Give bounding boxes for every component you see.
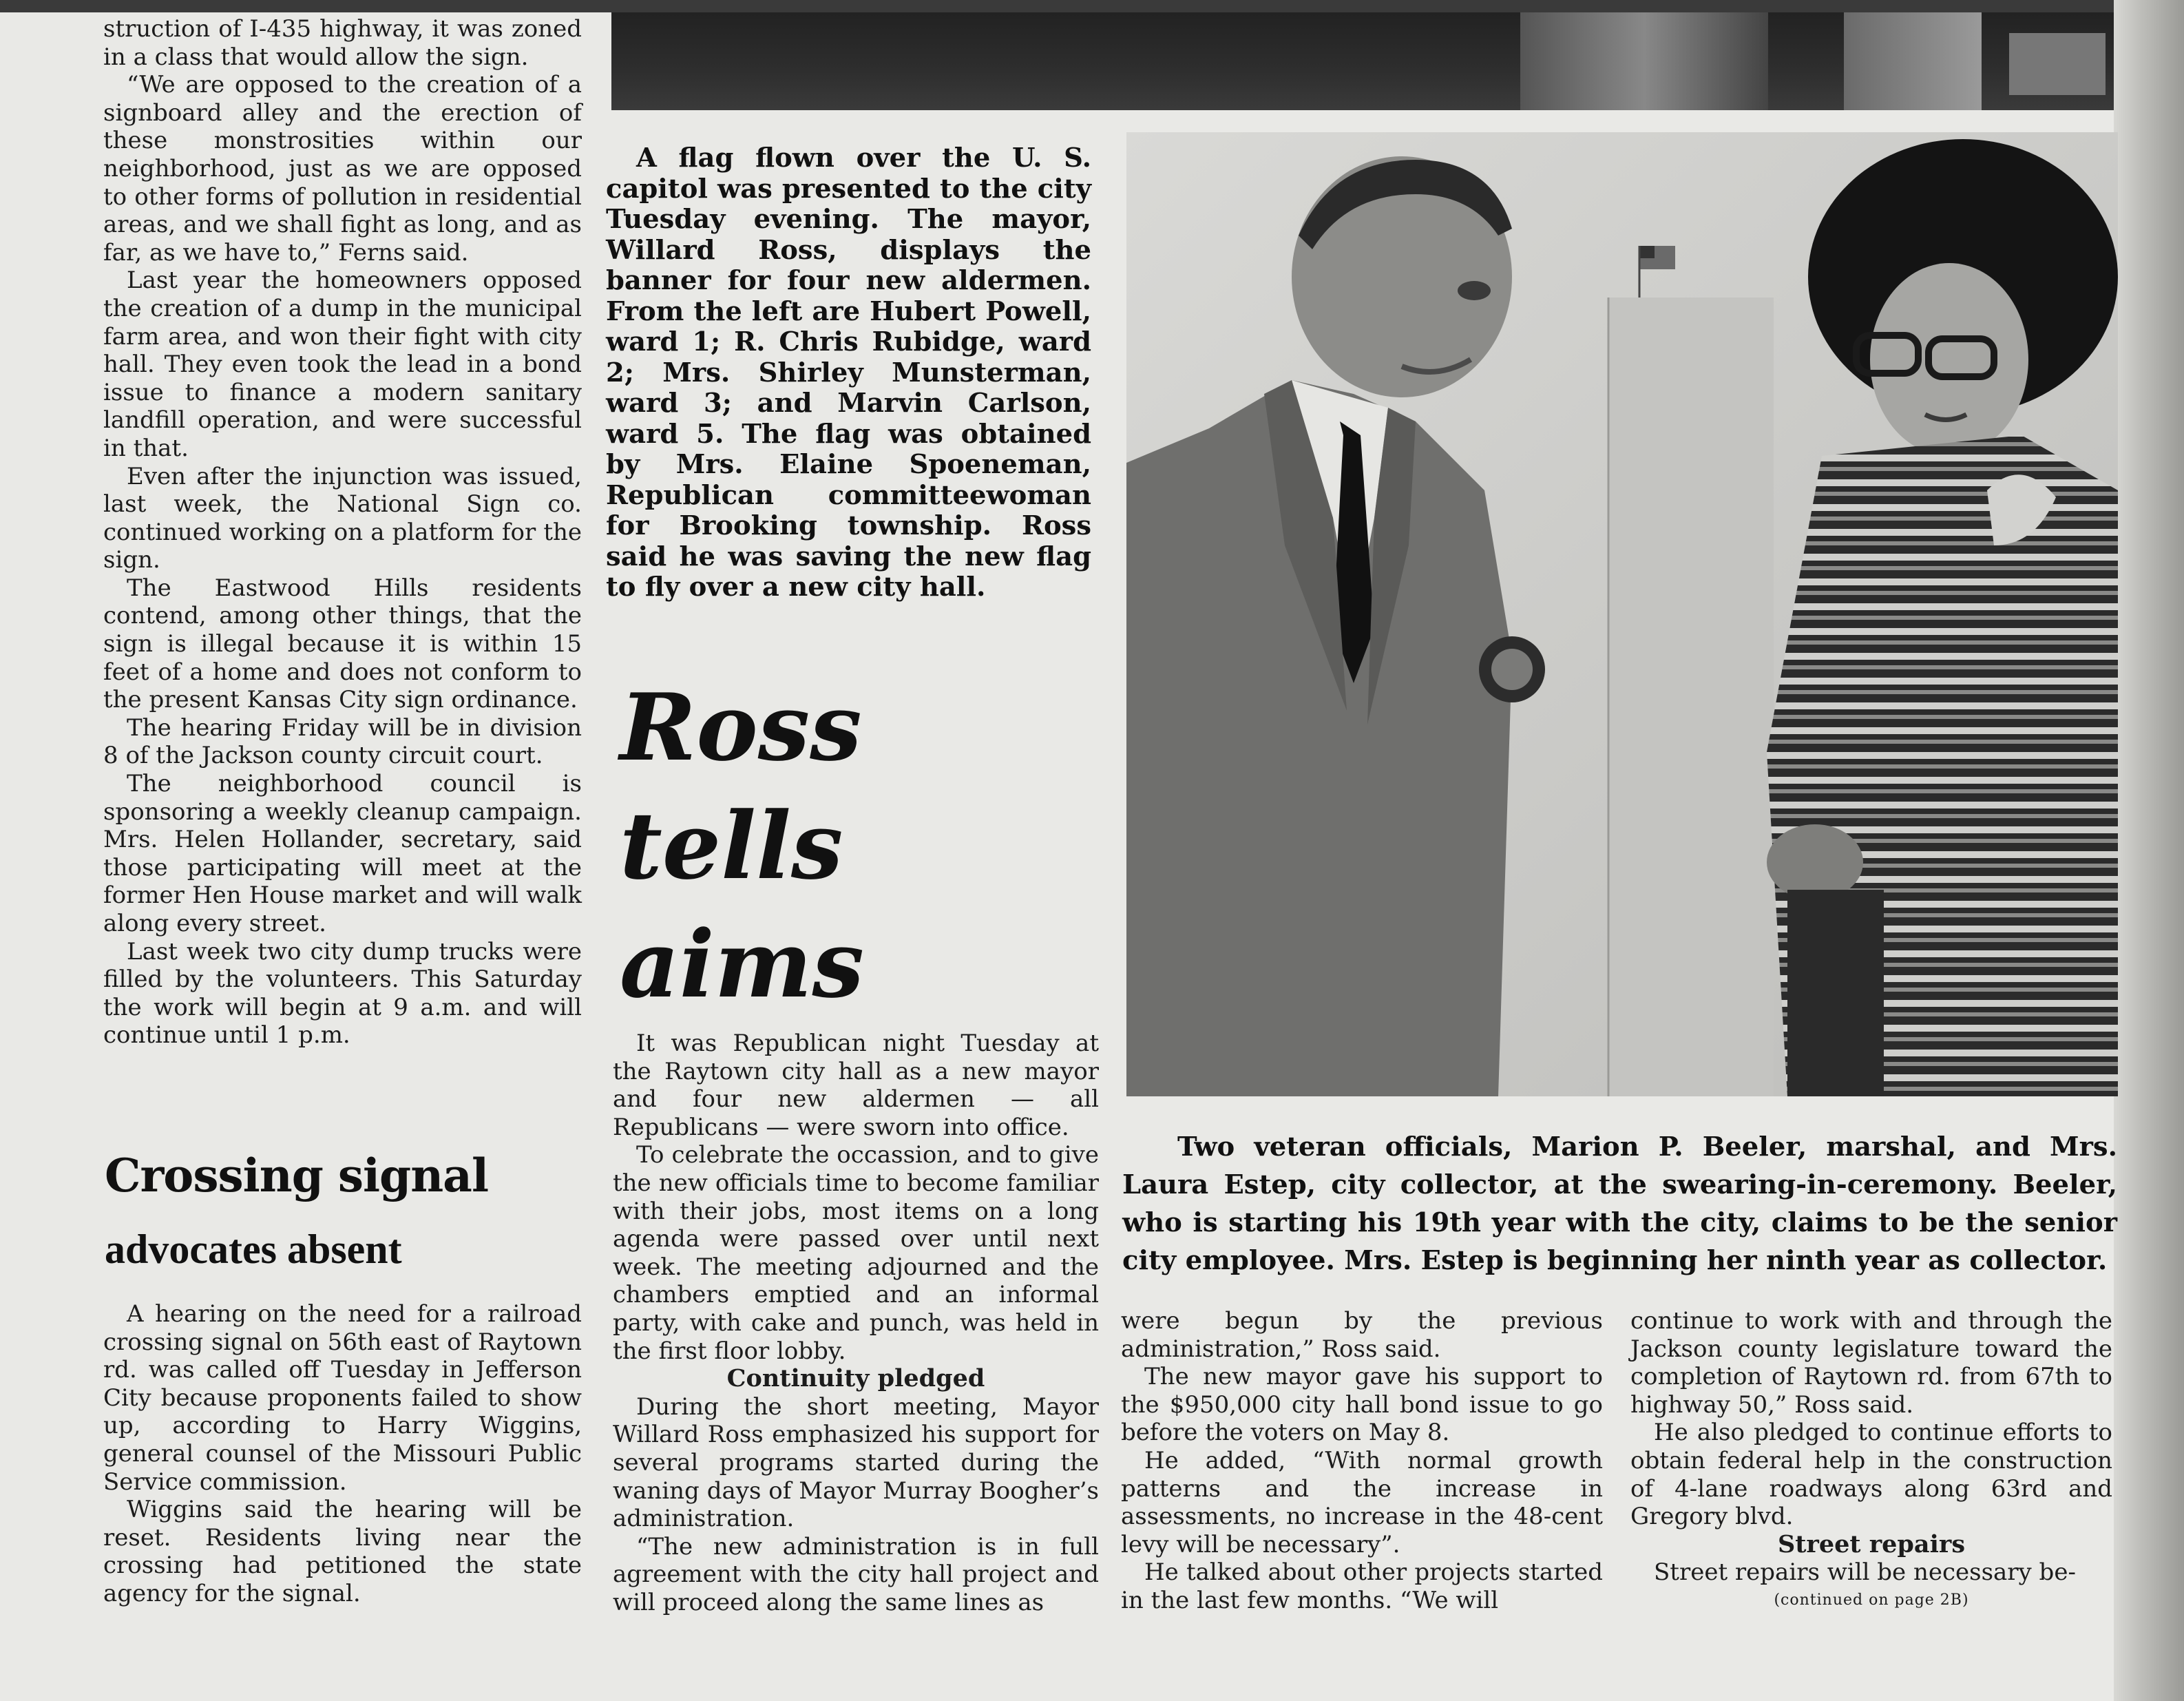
paragraph: It was Republican night Tuesday at the Raytown city hall as a new mayor and four new aldermen — all Republicans — were sworn into office. — [613, 1030, 1099, 1141]
paragraph: A hearing on the need for a railroad crossing signal on 56th east of Raytown rd. was called off Tuesday in Jefferson City because proponents failed to show up, according to Harry Wiggins, general counsel of the Missouri Public Service commission. — [103, 1300, 582, 1496]
scan-top-edge — [0, 0, 2184, 12]
paragraph: The hearing Friday will be in division 8 of the Jackson county circuit court. — [103, 713, 582, 770]
caption-text: Two veteran officials, Marion P. Beeler, marshal, and Mrs. Laura Estep, city collector, at the swearing-in-ceremony. Beeler, who is starting his 19th year with the city, claims to be the senior city employee. Mrs. Estep is beginning her ninth year as collector. — [1122, 1131, 2117, 1276]
officials-photo — [1126, 132, 2118, 1096]
paragraph: During the short meeting, Mayor Willard Ross emphasized his support for several programs started during the waning days of Mayor Murray Boogher’s administration. — [613, 1392, 1099, 1533]
paragraph: Last week two city dump trucks were filled by the volunteers. This Saturday the work will begin at 9 a.m. and will continue until 1 p.m. — [103, 937, 582, 1050]
paragraph: Even after the injunction was issued, last week, the National Sign co. continued working on a platform for the sign. — [103, 462, 582, 574]
photo-highlight — [1844, 12, 1982, 110]
paragraph: To celebrate the occassion, and to give the new officials time to become familiar with their jobs, most items on a long agenda were passed over until next week. The meeting adjourned and the chambers emptied and an informal party, with cake and punch, was held in the first floor lobby. — [613, 1141, 1099, 1365]
paragraph: continue to work with and through the Jackson county legislature toward the completion of Raytown rd. from 67th to highway 50,” Ross said. — [1630, 1307, 2112, 1419]
paragraph: He talked about other projects started in the last few months. “We will — [1121, 1558, 1603, 1614]
paragraph: The neighborhood council is sponsoring a weekly cleanup campaign. Mrs. Helen Hollander, secretary, said those participating will meet at the former Hen House market and will walk along every street. — [103, 770, 582, 937]
paragraph: “We are opposed to the creation of a signboard alley and the erection of these monstrosities within our neighborhood, just as we are opposed to other forms of pollution in residential areas, and we shall fight as long, and as far, as we have to,” Ferns said. — [103, 71, 582, 267]
photo-detail — [2009, 33, 2106, 95]
paragraph: Last year the homeowners opposed the creation of a dump in the municipal farm area, and won their fight with city hall. They even took the lead in a bond issue to finance a modern sanitary landfill operation, and were successful in that. — [103, 267, 582, 462]
crossing-signal-headline-line2: advocates absent — [105, 1227, 402, 1272]
paragraph: struction of I-435 highway, it was zoned in a class that would allow the sign. — [103, 15, 582, 71]
subhead-continuity: Continuity pledged — [726, 1364, 985, 1393]
flag-photo-caption — [606, 143, 1091, 603]
paragraph: The new mayor gave his support to the $950,000 city hall bond issue to go before the voters on May 8. — [1121, 1363, 1603, 1447]
article-column-signboard — [103, 15, 582, 1050]
continued-note: (continued on page 2B) — [1774, 1591, 1969, 1609]
article-column-ross-3 — [1630, 1307, 2112, 1615]
headline-line: Ross — [620, 673, 862, 782]
officials-photo-caption — [1122, 1128, 2117, 1280]
paragraph: “The new administration is in full agreement with the city hall project and will proceed along the same lines as — [613, 1532, 1099, 1616]
ross-headline — [620, 668, 895, 1023]
paragraph: were begun by the previous administration,” Ross said. — [1121, 1307, 1603, 1363]
scan-right-edge — [2114, 0, 2184, 1701]
photo-highlight — [1520, 12, 1768, 110]
paragraph: He added, “With normal growth patterns and the increase in assessments, no increase in the 48-cent levy will be necessary”. — [1121, 1446, 1603, 1558]
subhead-street-repairs: Street repairs — [1777, 1530, 1966, 1558]
article-column-ross-2 — [1121, 1307, 1603, 1615]
paragraph: The Eastwood Hills residents contend, among other things, that the sign is illegal because it is within 15 feet of a home and does not conform to the present Kansas City sign ordinance. — [103, 574, 582, 714]
paragraph: Street repairs will be necessary be- — [1654, 1558, 2076, 1587]
headline-line: tells — [620, 791, 843, 900]
paragraph: He also pledged to continue efforts to obtain federal help in the construction of 4-lane roadways along 63rd and Gregory blvd. — [1630, 1419, 2112, 1531]
headline-line: aims — [620, 910, 864, 1019]
article-column-ross-1 — [613, 1030, 1099, 1616]
paragraph: Wiggins said the hearing will be reset. Residents living near the crossing had petitioned the state agency for the signal. — [103, 1496, 582, 1607]
caption-text: A flag flown over the U. S. capitol was presented to the city Tuesday evening. The mayor, Willard Ross, displays the banner for four new aldermen. From the left are Hubert Powell, ward 1; R. Chris Rubidge, ward 2; Mrs. Shirley Munsterman, ward 3; and Marvin Carlson, ward 5. The flag was obtained by Mrs. Elaine Spoeneman, Republican committeewoman for Brooking township. Ross said he was saving the new flag to fly over a new city hall. — [606, 143, 1091, 603]
article-column-crossing — [103, 1300, 582, 1608]
officials-photo-drawing — [1126, 132, 2118, 1096]
flag-photo-cropped — [611, 12, 2114, 110]
crossing-signal-headline: Crossing signal — [105, 1149, 489, 1202]
